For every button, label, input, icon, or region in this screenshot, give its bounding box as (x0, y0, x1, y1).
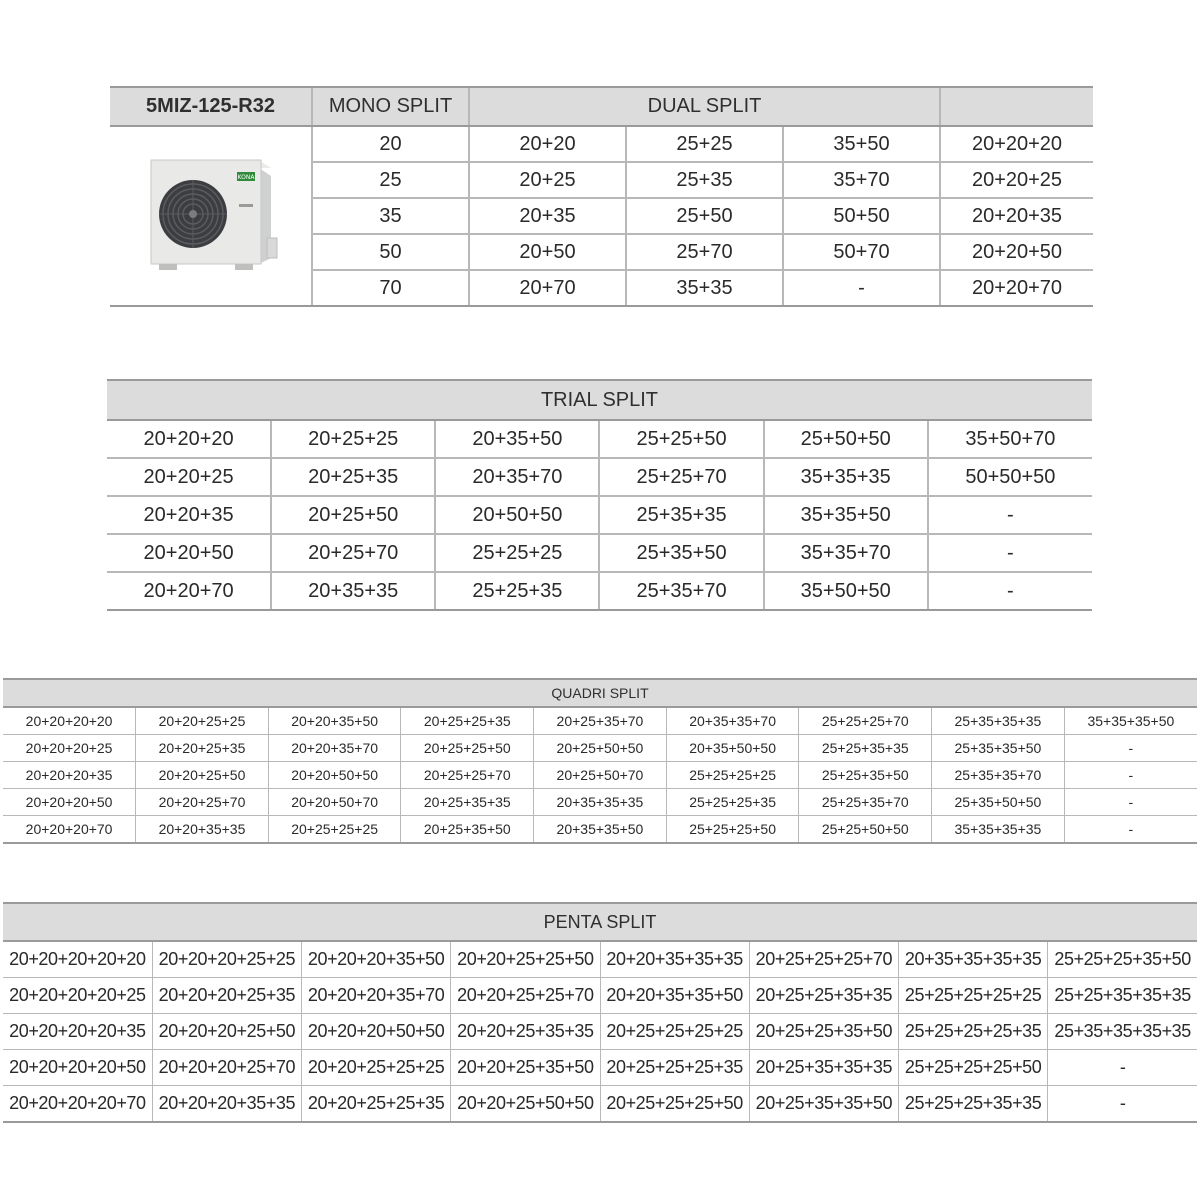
table-cell: 25+25+25+50 (666, 816, 799, 844)
table-cell: 25+25+25+35+35 (899, 1086, 1048, 1123)
table-row (3, 1050, 1197, 1086)
table-cell: 35+35+35+50 (1064, 707, 1197, 735)
table-cell: 20+20+20+20+20 (3, 941, 152, 978)
table-row (3, 978, 1197, 1014)
table-cell: 20+35+50+50 (666, 735, 799, 762)
table-cell: 20+25+25+35+50 (749, 1014, 898, 1050)
table-cell: 25+25+25+25+50 (899, 1050, 1048, 1086)
table-cell: 20+20+25 (107, 458, 271, 496)
dual-value: 35+70 (783, 162, 940, 198)
table-row (107, 534, 1092, 572)
table-cell: 25+25+35+35 (799, 735, 932, 762)
table-cell: 25+25+25+25 (666, 762, 799, 789)
table-cell: 20+20+25+50+50 (451, 1086, 600, 1123)
table-cell: 20+20+20+20+50 (3, 1050, 152, 1086)
dual-value: 50+70 (783, 234, 940, 270)
table-cell: 25+35+50 (599, 534, 763, 572)
table-cell: 25+25+25+35+50 (1048, 941, 1197, 978)
table-cell: 20+25+25+35+35 (749, 978, 898, 1014)
table-header-row (3, 903, 1197, 941)
table-cell: 20+20+20+20+25 (3, 978, 152, 1014)
table-cell: 20+20+20+20+35 (3, 1014, 152, 1050)
table-header-row (3, 679, 1197, 707)
table-cell: 20+20+20+35+70 (302, 978, 451, 1014)
penta-split-title: PENTA SPLIT (3, 903, 1197, 941)
model-name: 5MIZ-125-R32 (110, 87, 312, 126)
table-row (107, 496, 1092, 534)
table-cell: 25+25+25+70 (799, 707, 932, 735)
table-cell: 20+35+50 (435, 420, 599, 458)
table-cell: - (1064, 735, 1197, 762)
table-cell: 25+25+25+25+25 (899, 978, 1048, 1014)
table-row (107, 458, 1092, 496)
table-cell: 20+25+50+50 (534, 735, 667, 762)
table-header-row (107, 380, 1092, 420)
dual-value: 20+70 (469, 270, 626, 306)
table-cell: 50+50+50 (928, 458, 1092, 496)
table-cell: - (928, 534, 1092, 572)
table-cell: 20+25+25+25+50 (600, 1086, 749, 1123)
extra-header (940, 87, 1093, 126)
trial-value: 20+20+20 (940, 126, 1093, 162)
table-cell: 25+35+35+35 (932, 707, 1065, 735)
dual-value: 25+70 (626, 234, 783, 270)
mono-value: 70 (312, 270, 469, 306)
table-cell: - (1064, 762, 1197, 789)
table-cell: 20+25+35 (271, 458, 435, 496)
table-cell: 25+25+35+35+35 (1048, 978, 1197, 1014)
penta-split-table (3, 902, 1197, 1123)
table-cell: 20+20+20+50+50 (302, 1014, 451, 1050)
table-cell: 35+50+70 (928, 420, 1092, 458)
table-cell: 20+25+25+35 (401, 707, 534, 735)
outdoor-unit-image-cell (110, 126, 312, 306)
dual-value: 50+50 (783, 198, 940, 234)
quadri-split-title: QUADRI SPLIT (3, 679, 1197, 707)
table-cell: 20+20+50+50 (268, 762, 401, 789)
table-row (3, 941, 1197, 978)
outdoor-unit-image (131, 146, 291, 286)
table-row (3, 1086, 1197, 1123)
table-cell: 25+25+25+25+35 (899, 1014, 1048, 1050)
table-header-row (110, 87, 1093, 126)
table-cell: 20+20+35+35 (136, 816, 269, 844)
table-cell: 20+35+35+35 (534, 789, 667, 816)
table-cell: - (928, 496, 1092, 534)
dual-value: 20+35 (469, 198, 626, 234)
table-cell: 20+25+25+25+70 (749, 941, 898, 978)
quadri-split-table (3, 678, 1197, 844)
table-cell: 20+25+50 (271, 496, 435, 534)
table-row (3, 1014, 1197, 1050)
trial-value: 20+20+50 (940, 234, 1093, 270)
dual-value: 35+35 (626, 270, 783, 306)
dual-value: - (783, 270, 940, 306)
table-cell: 20+20+35+35+50 (600, 978, 749, 1014)
table-cell: 20+20+35+50 (268, 707, 401, 735)
table-cell: 20+25+25+25 (268, 816, 401, 844)
table-cell: 25+25+50+50 (799, 816, 932, 844)
dual-value: 20+25 (469, 162, 626, 198)
dual-value: 25+50 (626, 198, 783, 234)
table-cell: 25+35+35+70 (932, 762, 1065, 789)
table-cell: 20+25+25+25+35 (600, 1050, 749, 1086)
trial-value: 20+20+35 (940, 198, 1093, 234)
table-cell: 20+25+35+70 (534, 707, 667, 735)
table-row (107, 572, 1092, 610)
table-cell: 20+20+25+25+25 (302, 1050, 451, 1086)
table-cell: 25+50+50 (764, 420, 928, 458)
table-cell: 20+35+35+50 (534, 816, 667, 844)
table-cell: 20+20+25+35 (136, 735, 269, 762)
table-row (107, 420, 1092, 458)
table-cell: 25+25+35+50 (799, 762, 932, 789)
table-cell: 20+25+50+70 (534, 762, 667, 789)
table-cell: 25+35+35+35+35 (1048, 1014, 1197, 1050)
table-cell: 35+35+35+35 (932, 816, 1065, 844)
table-cell: 20+50+50 (435, 496, 599, 534)
table-cell: - (1048, 1050, 1197, 1086)
table-row (3, 789, 1197, 816)
table-row (3, 707, 1197, 735)
table-cell: 35+35+50 (764, 496, 928, 534)
table-cell: 20+20+20+25+70 (152, 1050, 301, 1086)
table-cell: 20+20+25+25 (136, 707, 269, 735)
table-cell: 20+20+20+70 (3, 816, 136, 844)
table-cell: 20+35+35+35+35 (899, 941, 1048, 978)
table-cell: 25+25+35+70 (799, 789, 932, 816)
table-cell: 20+20+25+70 (136, 789, 269, 816)
table-cell: 20+20+25+50 (136, 762, 269, 789)
dual-split-header: DUAL SPLIT (469, 87, 940, 126)
table-cell: 20+20+20+50 (3, 789, 136, 816)
table-cell: 20+20+20+35+50 (302, 941, 451, 978)
mono-split-header: MONO SPLIT (312, 87, 469, 126)
table-cell: 20+20+70 (107, 572, 271, 610)
svg-text:KONA: KONA (237, 174, 254, 181)
table-cell: 20+20+20+25+35 (152, 978, 301, 1014)
table-cell: - (1064, 816, 1197, 844)
table-cell: 20+20+20+25+25 (152, 941, 301, 978)
dual-value: 25+35 (626, 162, 783, 198)
mono-dual-split-table (110, 86, 1093, 307)
table-cell: 20+20+20+20+70 (3, 1086, 152, 1123)
table-cell: 20+20+25+35+35 (451, 1014, 600, 1050)
table-cell: 25+25+25 (435, 534, 599, 572)
table-cell: 25+25+35 (435, 572, 599, 610)
table-cell: 20+20+20 (107, 420, 271, 458)
table-cell: 25+35+70 (599, 572, 763, 610)
table-cell: 20+25+35+35+50 (749, 1086, 898, 1123)
table-cell: 20+25+25+50 (401, 735, 534, 762)
dual-value: 35+50 (783, 126, 940, 162)
table-cell: 25+25+25+35 (666, 789, 799, 816)
table-cell: 20+20+20+35+35 (152, 1086, 301, 1123)
table-row (3, 735, 1197, 762)
table-cell: 20+25+35+50 (401, 816, 534, 844)
table-row (3, 816, 1197, 844)
table-cell: 20+20+20+35 (3, 762, 136, 789)
table-cell: 35+50+50 (764, 572, 928, 610)
table-cell: 20+25+35+35 (401, 789, 534, 816)
trial-value: 20+20+25 (940, 162, 1093, 198)
table-cell: 25+35+50+50 (932, 789, 1065, 816)
table-cell: 20+25+35+35+35 (749, 1050, 898, 1086)
table-cell: 20+25+25+25+25 (600, 1014, 749, 1050)
trial-split-title: TRIAL SPLIT (107, 380, 1092, 420)
table-cell: 20+20+25+25+50 (451, 941, 600, 978)
table-cell: 20+20+20+25+50 (152, 1014, 301, 1050)
table-cell: 20+25+70 (271, 534, 435, 572)
mono-value: 35 (312, 198, 469, 234)
table-cell: 35+35+70 (764, 534, 928, 572)
table-cell: 20+35+35 (271, 572, 435, 610)
table-cell: 20+20+35 (107, 496, 271, 534)
mono-value: 20 (312, 126, 469, 162)
table-cell: 25+35+35 (599, 496, 763, 534)
mono-value: 50 (312, 234, 469, 270)
table-cell: 35+35+35 (764, 458, 928, 496)
table-cell: 20+25+25 (271, 420, 435, 458)
table-cell: 20+35+35+70 (666, 707, 799, 735)
table-row (110, 126, 1093, 162)
trial-split-table (107, 379, 1092, 611)
table-cell: 20+20+35+70 (268, 735, 401, 762)
table-cell: 20+25+25+70 (401, 762, 534, 789)
mono-value: 25 (312, 162, 469, 198)
table-cell: 20+20+25+25+35 (302, 1086, 451, 1123)
table-cell: 20+35+70 (435, 458, 599, 496)
table-cell: 20+20+20+20 (3, 707, 136, 735)
dual-value: 25+25 (626, 126, 783, 162)
table-cell: - (1048, 1086, 1197, 1123)
table-cell: 20+20+50 (107, 534, 271, 572)
outdoor-ac-unit-icon (131, 146, 291, 286)
dual-value: 20+50 (469, 234, 626, 270)
table-cell: - (928, 572, 1092, 610)
dual-value: 20+20 (469, 126, 626, 162)
table-cell: 25+35+35+50 (932, 735, 1065, 762)
table-cell: 20+20+25+25+70 (451, 978, 600, 1014)
table-cell: 20+20+35+35+35 (600, 941, 749, 978)
table-cell: 20+20+50+70 (268, 789, 401, 816)
table-cell: 20+20+25+35+50 (451, 1050, 600, 1086)
table-cell: 25+25+70 (599, 458, 763, 496)
table-cell: - (1064, 789, 1197, 816)
table-row (3, 762, 1197, 789)
trial-value: 20+20+70 (940, 270, 1093, 306)
table-cell: 25+25+50 (599, 420, 763, 458)
table-cell: 20+20+20+25 (3, 735, 136, 762)
